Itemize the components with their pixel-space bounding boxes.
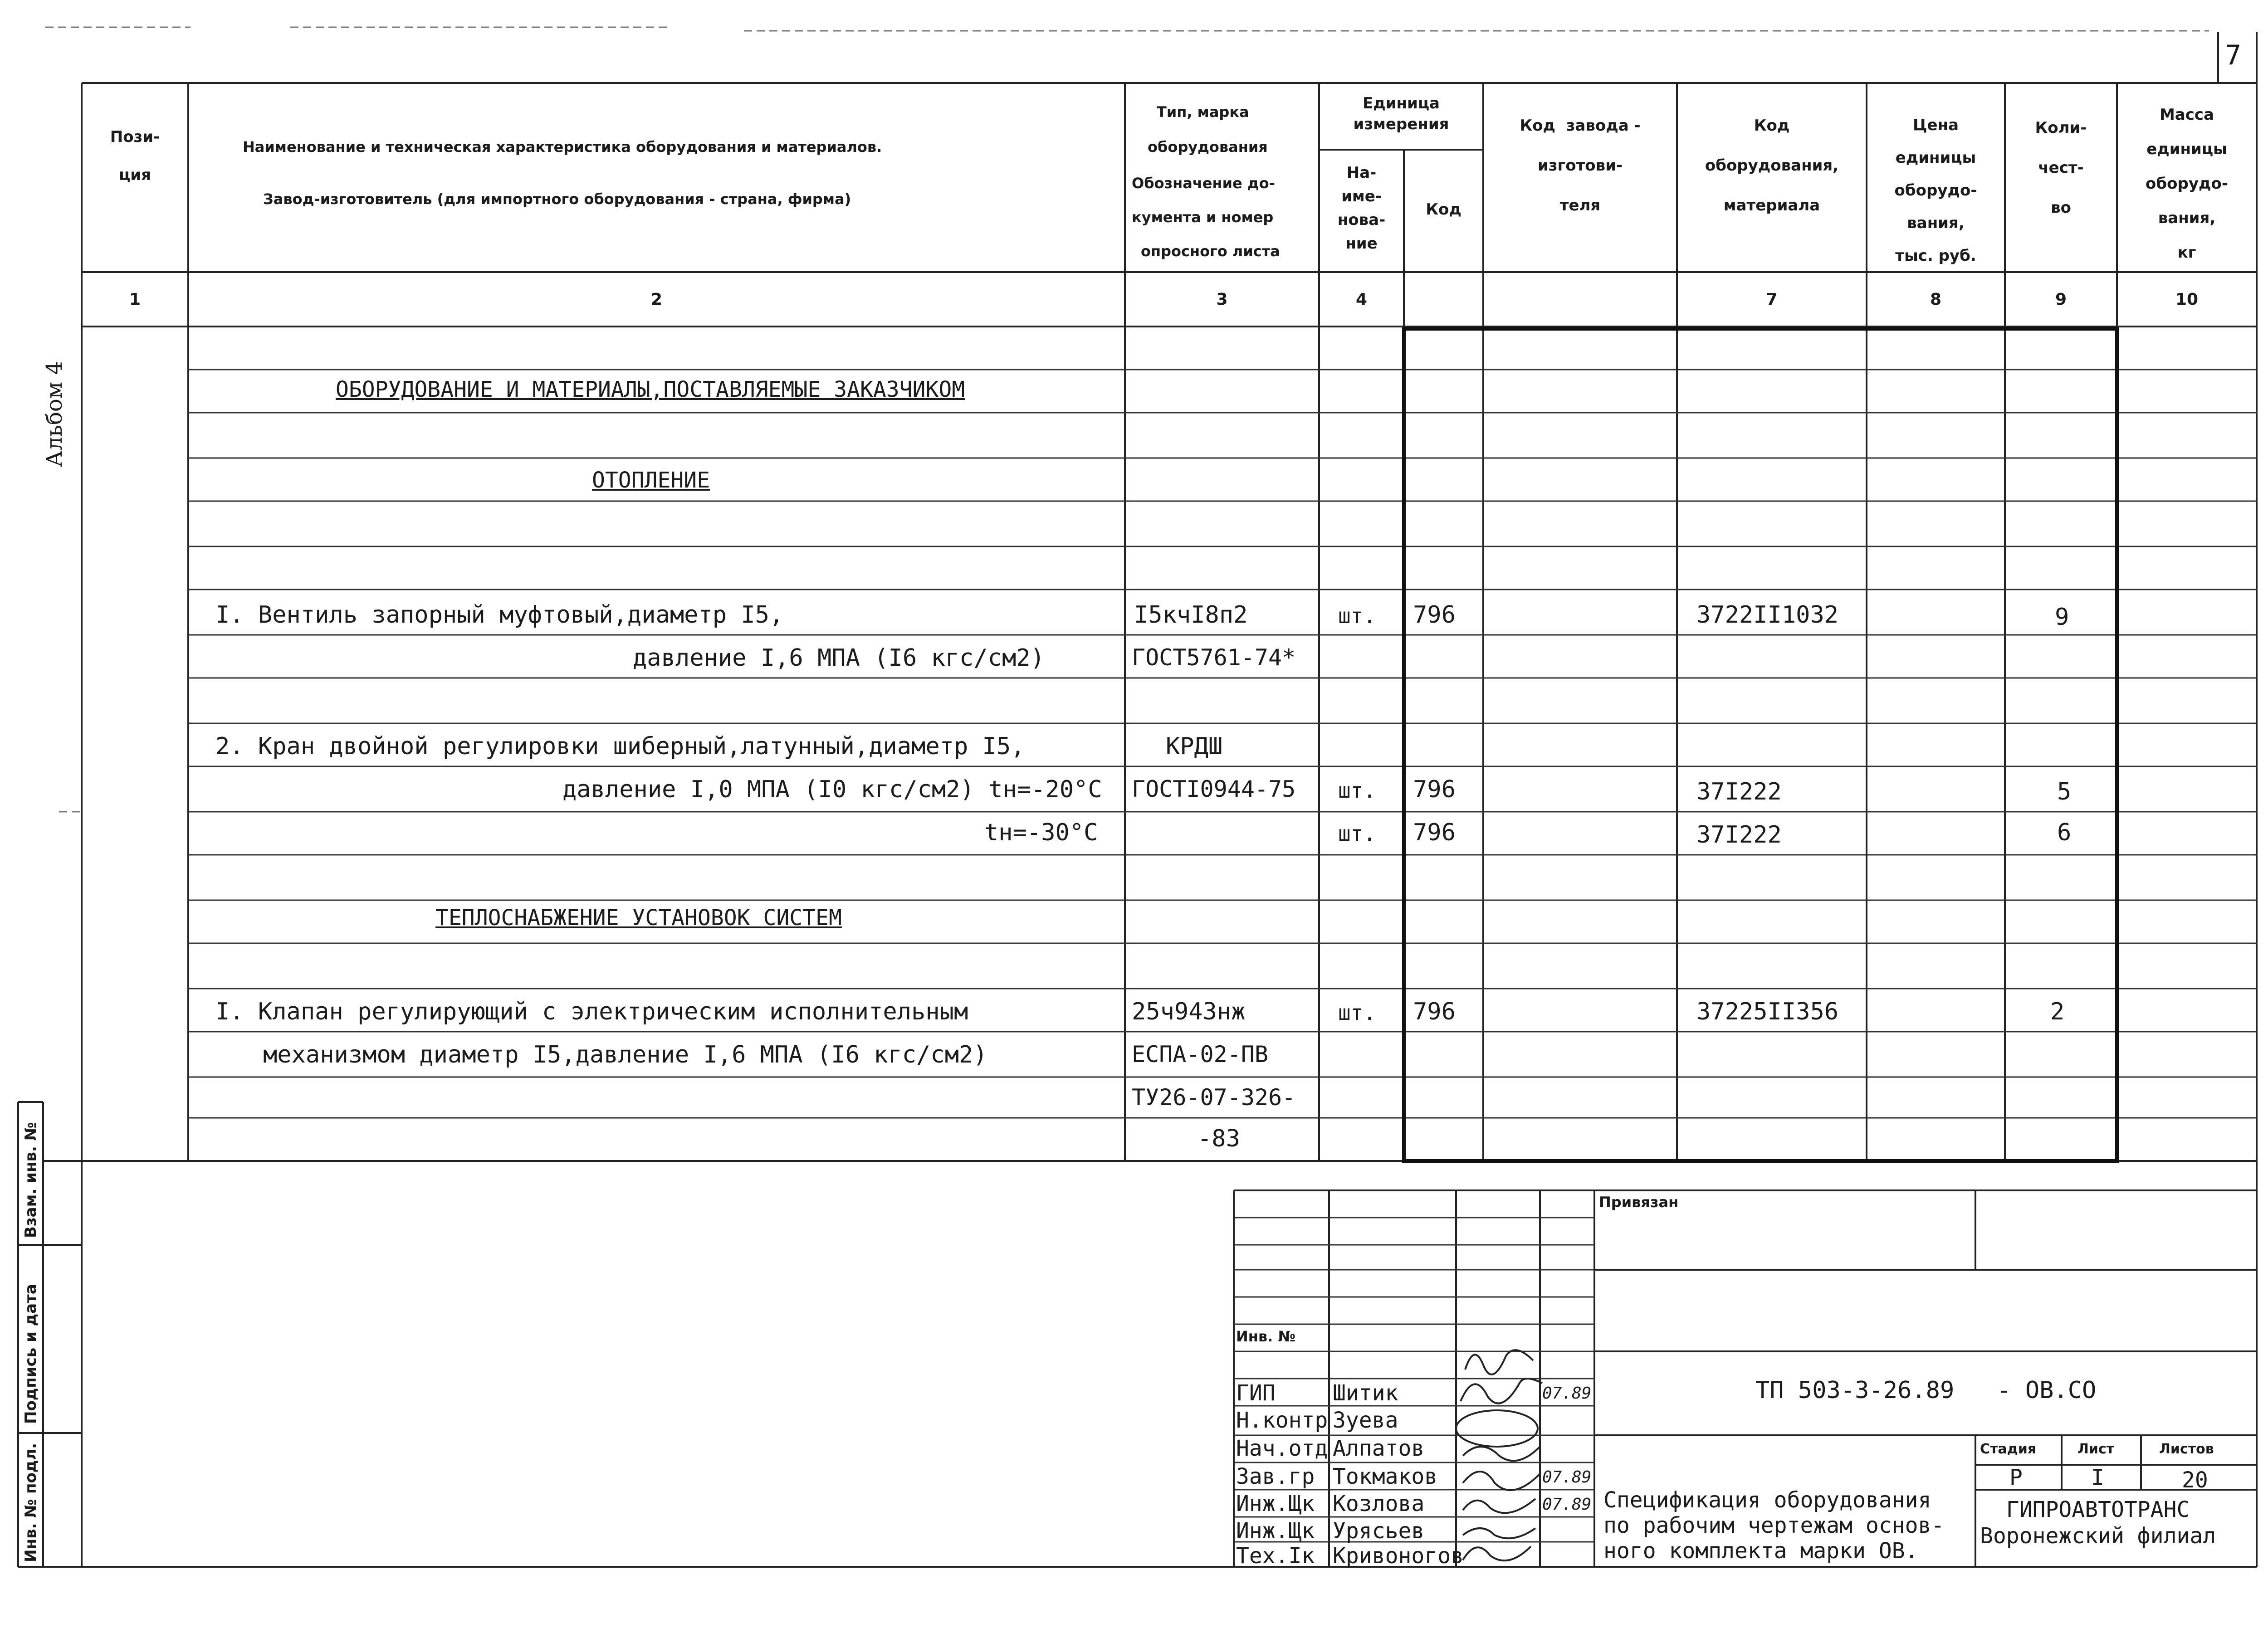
page-number: 7 — [2225, 39, 2242, 71]
row1-equip-code: 3722II1032 — [1696, 601, 1839, 629]
header-unit-name: На- име- нова- ние — [1337, 164, 1386, 253]
stamp-inv-podl: Инв. № подл. — [22, 1443, 40, 1562]
row1-qty: 9 — [2055, 604, 2069, 631]
header-equip-code: Код оборудования, материала — [1705, 117, 1839, 214]
row4-name: I. Клапан регулирующий с электрическим исполнительным — [215, 998, 968, 1025]
sheet-value: I — [2091, 1465, 2104, 1490]
role-nach-otd: Нач.отд — [1236, 1436, 1328, 1461]
header-price: Цена единицы оборудо- вания, тыс. руб. — [1894, 116, 1977, 265]
row2-qty: 5 — [2057, 778, 2072, 805]
doc-description: Спецификация оборудования по рабочим чертежам основ- ного комплекта марки ОВ. — [1603, 1487, 1945, 1564]
role-inzh-1: Инж.Щк — [1236, 1491, 1315, 1516]
header-type-line3: Обозначение до- — [1132, 175, 1275, 192]
header-name-line1: Наименование и техническая характеристика оборудования и материалов. — [243, 138, 882, 156]
signature-shitik — [1465, 1350, 1533, 1375]
date-1: 07.89 — [1542, 1384, 1592, 1403]
colnum-8: 8 — [1930, 290, 1942, 309]
colnum-2: 2 — [650, 290, 663, 309]
name-krivonogov: Кривоногов — [1333, 1543, 1464, 1569]
row1-name: I. Вентиль запорный муфтовый,диаметр I5, — [215, 601, 784, 629]
row1-type2: ГОСТ5761-74* — [1132, 644, 1296, 671]
header-mass: Масса единицы оборудо- вания, кг — [2146, 106, 2228, 262]
row3-code: 796 — [1413, 819, 1456, 846]
row4-type2: ЕСПА-02-ПВ — [1132, 1041, 1269, 1068]
header-position: Пози- ция — [110, 128, 160, 184]
row3-equip-code: 37I222 — [1696, 821, 1782, 848]
header-unit-code: Код — [1426, 200, 1461, 219]
privyazan-label: Привязан — [1599, 1194, 1679, 1211]
section-heat-supply: ТЕПЛОСНАБЖЕНИЕ УСТАНОВОК СИСТЕМ — [435, 905, 842, 931]
row2-name3: tн=-30°С — [984, 819, 1098, 846]
colnum-10: 10 — [2175, 290, 2199, 309]
section-heating: ОТОПЛЕНИЕ — [592, 468, 710, 493]
name-uryasev: Урясьев — [1333, 1518, 1425, 1544]
colnum-1: 1 — [129, 290, 141, 309]
stamp-podpis: Подпись и дата — [22, 1284, 40, 1424]
row4-code: 796 — [1413, 998, 1456, 1025]
row1-type: I5кчI8п2 — [1134, 601, 1248, 629]
header-type-line4: кумента и номер — [1132, 209, 1274, 226]
stage-value: Р — [2009, 1465, 2023, 1490]
date-5: 07.89 — [1542, 1495, 1592, 1514]
row1-code: 796 — [1413, 601, 1456, 629]
sheets-label: Листов — [2159, 1441, 2214, 1457]
signature-zueva — [1461, 1379, 1542, 1404]
row4-equip-code: 37225II356 — [1696, 998, 1839, 1025]
header-name-line2: Завод-изготовитель (для импортного оборудования - страна, фирма) — [263, 190, 851, 208]
role-zav-gr: Зав.гр — [1236, 1464, 1315, 1489]
colnum-7: 7 — [1766, 290, 1778, 309]
row1-name2: давление I,6 МПА (I6 кгс/см2) — [633, 644, 1045, 672]
colnum-4: 4 — [1355, 290, 1368, 309]
header-type-line5: опросного листа — [1141, 243, 1280, 260]
row3-qty: 6 — [2057, 819, 2072, 846]
stamp-vzam: Взам. инв. № — [22, 1122, 40, 1238]
row4-unit: шт. — [1338, 1000, 1376, 1025]
row2-code: 796 — [1413, 776, 1456, 803]
row4-type3: ТУ26-07-326- — [1132, 1084, 1296, 1111]
role-gip: ГИП — [1236, 1380, 1276, 1406]
row4-name2: механизмом диаметр I5,давление I,6 МПА (I6 кгс/см2) — [263, 1041, 987, 1068]
doc-code: ТП 503-3-26.89 - ОВ.СО — [1755, 1377, 2097, 1404]
header-type-line1: Тип, марка — [1157, 103, 1249, 121]
row4-type: 25ч943нж — [1132, 998, 1246, 1025]
colnum-9: 9 — [2055, 290, 2067, 309]
row2-equip-code: 37I222 — [1696, 778, 1782, 805]
inv-no-label: Инв. № — [1236, 1328, 1295, 1345]
header-quantity: Коли- чест- во — [2035, 119, 2087, 217]
sheet-label: Лист — [2077, 1441, 2115, 1457]
date-4: 07.89 — [1542, 1468, 1592, 1487]
section-customer-equipment: ОБОРУДОВАНИЕ И МАТЕРИАЛЫ,ПОСТАВЛЯЕМЫЕ ЗАКАЗЧИКОМ — [336, 377, 965, 402]
row2-name2: давление I,0 МПА (I0 кгс/см2) tн=-20°С — [562, 776, 1102, 803]
row2-type: КРДШ — [1166, 733, 1223, 760]
name-shitik: Шитик — [1333, 1380, 1398, 1406]
name-zueva: Зуева — [1333, 1408, 1398, 1433]
name-tokmakov: Токмаков — [1333, 1464, 1438, 1489]
album-label: Альбом 4 — [42, 361, 67, 467]
sheets-value: 20 — [2182, 1467, 2208, 1493]
organization: ГИПРОАВТОТРАНС Воронежский филиал — [1980, 1497, 2216, 1549]
header-type-line2: оборудования — [1148, 138, 1268, 156]
colnum-3: 3 — [1216, 290, 1228, 309]
role-tekh: Тех.Iк — [1236, 1543, 1315, 1569]
header-unit-group: Единица измерения — [1353, 94, 1449, 133]
name-alpatov: Алпатов — [1333, 1436, 1425, 1461]
name-kozlova: Козлова — [1333, 1491, 1425, 1516]
row1-unit: шт. — [1338, 604, 1376, 628]
row2-name: 2. Кран двойной регулировки шиберный,латунный,диаметр I5, — [215, 733, 1025, 760]
row2-type2: ГОСТI0944-75 — [1132, 776, 1296, 802]
role-nkontr: Н.контр — [1236, 1408, 1328, 1433]
row4-qty: 2 — [2050, 998, 2065, 1025]
header-factory-code: Код завода - изготови- теля — [1520, 117, 1641, 214]
row3-unit: шт. — [1338, 821, 1376, 846]
row2-unit: шт. — [1338, 778, 1376, 803]
row4-type4: -83 — [1198, 1125, 1240, 1152]
role-inzh-2: Инж.Щк — [1236, 1518, 1315, 1544]
stage-label: Стадия — [1980, 1441, 2037, 1457]
